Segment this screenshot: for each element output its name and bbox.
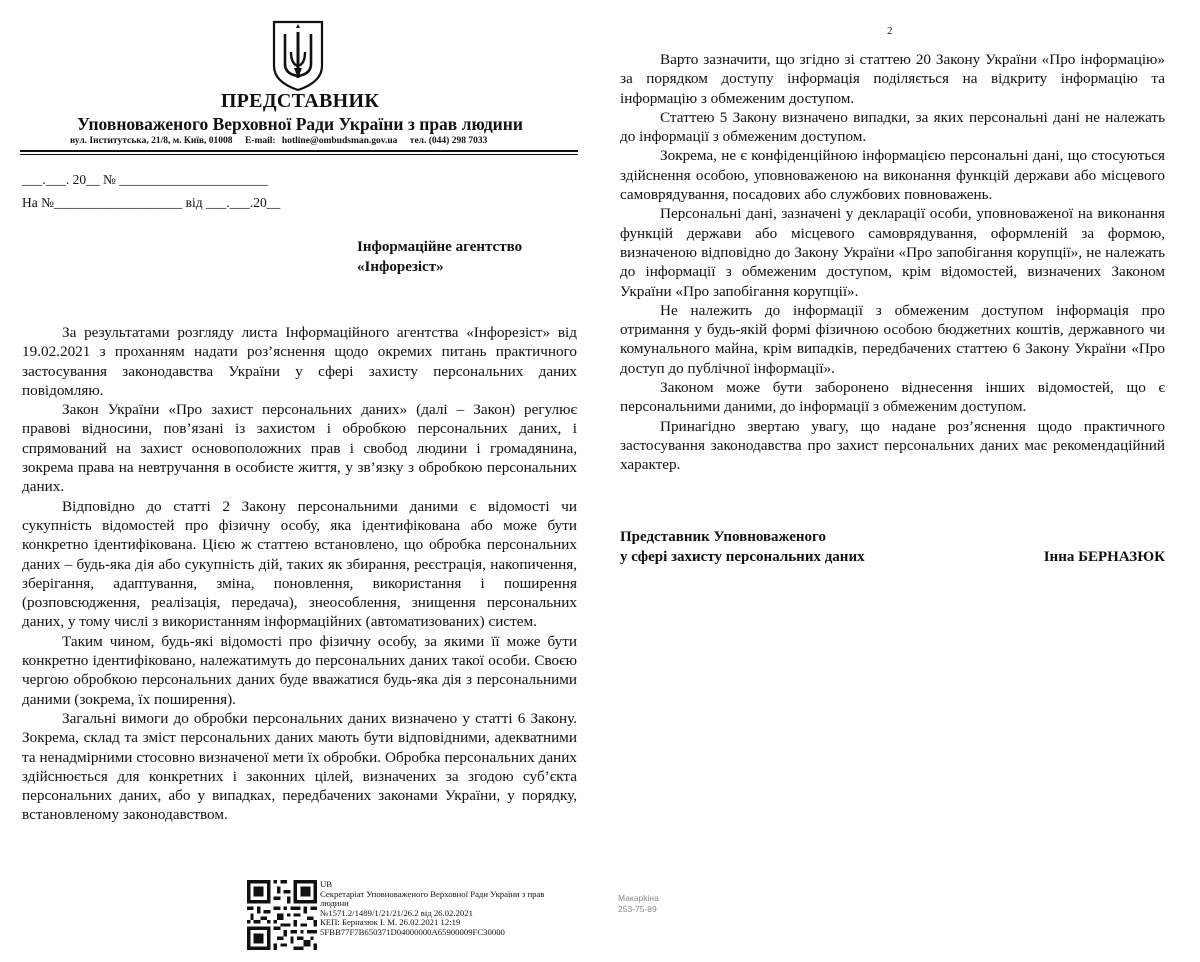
- executor-name: Макарkіна: [618, 893, 659, 903]
- page-2: [600, 0, 1200, 962]
- paragraph: Загальні вимоги до обробки персональних даних визначено у статті 6 Закону. Зокрема, склад та зміст персональних даних мають бути відповідними, адекватними та ненадмірними стосовно визначеної мети їх обробки. Обробка персональних даних здійснюється для конкретних і законних цілей, визначених за згодою суб’єкта персональних даних, або у випадках, передбачених законами України, у порядку, встановленому законодавством.: [22, 709, 577, 824]
- sender-contacts: [70, 136, 550, 146]
- sender-subtitle: Уповноваженого Верховної Ради України з прав людини: [77, 114, 523, 134]
- paragraph: Не належить до інформації з обмеженим доступом інформація про отримання у будь-якій формі фізичною особою бюджетних коштів, державного чи комунального майна, крім випадків, передбачених статтею 6 Закону України «Про доступ до публічної інформації».: [620, 301, 1165, 377]
- sender-phone: тел. (044) 298 7033: [409, 136, 488, 146]
- letter-body-page-2: [620, 50, 1165, 475]
- executor-info: [618, 893, 659, 915]
- header-divider: [20, 150, 578, 152]
- letter-body-page-1: [22, 323, 577, 825]
- paragraph: Відповідно до статті 2 Закону персональними даними є відомості чи сукупність відомостей про фізичну особу, яка ідентифікована або може бути конкретно ідентифікована. Цією ж статтею встановлено, що обробка персональних даних – будь-яка дія або сукупність дій, таких як збирання, реєстрація, накопичення, зберігання, адаптування, зміна, поновлення, використання і поширення (розповсюдження, реалізація, передача), знеособлення, знищення персональних даних, у тому числі з використанням інформаційних (автоматизованих) систем.: [22, 497, 577, 631]
- paragraph: Принагідно звертаю увагу, що надане роз’яснення щодо практичного застосування законодавства про захист персональних даних має рекомендаційний характер.: [620, 417, 1165, 474]
- executor-phone: 253-75-89: [618, 904, 657, 914]
- stamp-line: 5FBB77F7B650371D04000000A65900009FC30000: [320, 926, 505, 937]
- signatory-position-line-2: у сфері захисту персональних даних: [620, 549, 865, 565]
- sender-title: ПРЕДСТАВНИК: [220, 90, 380, 112]
- paragraph: Варто зазначити, що згідно зі статтею 20 Закону України «Про інформацію» за порядком доступу інформація поділяється на відкриту інформацію та інформацію з обмеженим доступом.: [620, 51, 1165, 107]
- signature-block: [620, 527, 1165, 567]
- outgoing-number: ___.___. 20__ № ______________________: [22, 172, 268, 187]
- page-number: 2: [887, 25, 893, 37]
- stamp-line: КЕП: Бернaзюк І. М. 26.02.2021 12:19: [320, 917, 461, 928]
- sender-email[interactable]: hotline@ombudsman.gov.ua: [281, 136, 398, 146]
- paragraph: Персональні дані, зазначені у декларації особи, уповноваженої на виконання функцій держави або місцевого самоврядування, оформленій за формою, визначеною відповідно до Закону України «Про запобігання корупції», не належать до інформації з обмеженим доступом, крім відомостей, визначених Законом України «Про запобігання корупції».: [620, 205, 1165, 300]
- qr-code-icon: [247, 880, 317, 950]
- digital-signature-stamp: [320, 880, 560, 938]
- paragraph: Зокрема, не є конфіденційною інформацією персональні дані, що стосуються здійснення особою, уповноваженою на виконання функцій держави або місцевого самоврядування, посадових або службових повноважень.: [620, 147, 1165, 204]
- sender-address: вул. Інститутська, 21/8, м. Київ, 01008: [70, 136, 233, 146]
- paragraph: Таким чином, будь-які відомості про фізичну особу, за якими її може бути конкретно ідентифіковано, належатимуть до персональних даних такої особи. Своєю чергою обробкою персональних даних буде вважатися будь-яка дія з персональними даними (зокрема, їх поширення).: [22, 632, 577, 708]
- addressee-line-2: «Інфорезіст»: [357, 259, 444, 275]
- signatory-position-line-1: Представник Уповноваженого: [620, 529, 826, 545]
- paragraph: Законом може бути заборонено віднесення інших відомостей, що є персональними даними, до інформації з обмеженим доступом.: [620, 379, 1165, 416]
- header-divider-thin: [20, 154, 578, 155]
- coat-of-arms-icon: [270, 18, 326, 92]
- signatory-name: Інна БЕРНАЗЮК: [1043, 549, 1165, 565]
- paragraph: Статтею 5 Закону визначено випадки, за яких персональні дані не належать до інформації з обмеженим доступом.: [620, 108, 1165, 146]
- incoming-number: На №___________________ від ___.___.20__: [22, 195, 281, 210]
- addressee: [357, 237, 522, 277]
- stamp-line: UB: [320, 879, 333, 889]
- paragraph: За результатами розгляду листа Інформаційного агентства «Інфорезіст» від 19.02.2021 з проханням надати роз’яснення щодо окремих питань практичного застосування законодавства України у сфері захисту персональних даних повідомляю.: [22, 324, 577, 399]
- addressee-line-1: Інформаційне агентство: [357, 239, 523, 255]
- paragraph: Закон України «Про захист персональних даних» (далі – Закон) регулює правові відносини, пов’язані із захистом і обробкою персональних даних, і спрямований на захист основоположних прав і свобод людини і громадянина, зокрема права на невтручання в особисте життя, у зв’язку з обробкою персональних даних.: [22, 401, 577, 496]
- email-label: E-mail:: [244, 136, 276, 146]
- stamp-line: №1571.2/1489/1/21/21/26.2 від 26.02.2021: [320, 907, 473, 918]
- stamp-line: Секретаріат Уповноваженого Верховної Ради України з прав людини: [320, 888, 545, 909]
